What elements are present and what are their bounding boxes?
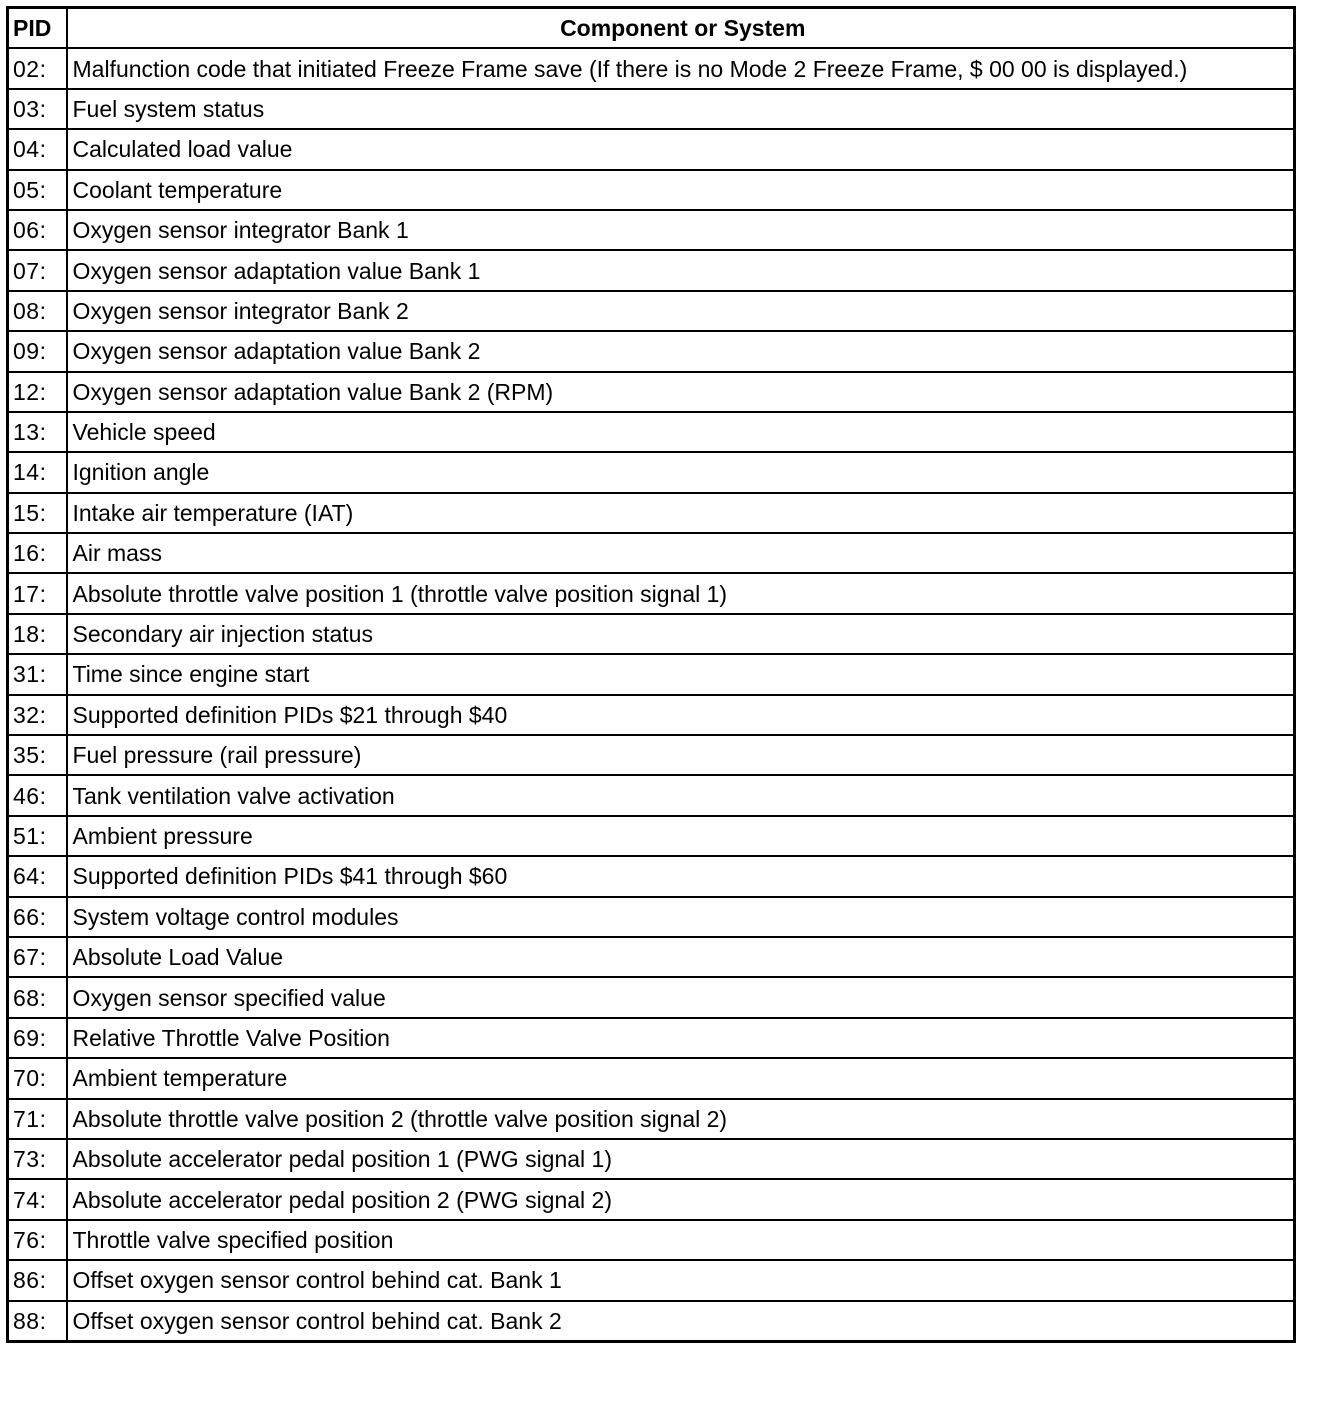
table-row [8,1220,1295,1260]
pid-cell: 88: [8,1301,67,1342]
description-cell: Absolute throttle valve position 2 (throttle valve position signal 2) [67,1099,1295,1139]
pid-cell: 09: [8,331,67,371]
description-cell: Air mass [67,533,1295,573]
pid-cell: 31: [8,654,67,694]
table-row [8,816,1295,856]
description-cell: Ambient pressure [67,816,1295,856]
description-cell: Ignition angle [67,452,1295,492]
table-row [8,129,1295,169]
table-row [8,573,1295,613]
pid-cell: 71: [8,1099,67,1139]
description-cell: Intake air temperature (IAT) [67,493,1295,533]
pid-cell: 05: [8,170,67,210]
pid-cell: 68: [8,977,67,1017]
description-cell: Offset oxygen sensor control behind cat. Bank 1 [67,1260,1295,1300]
description-cell: Supported definition PIDs $41 through $60 [67,856,1295,896]
table-row [8,654,1295,694]
pid-cell: 35: [8,735,67,775]
pid-cell: 73: [8,1139,67,1179]
pid-cell: 04: [8,129,67,169]
pid-cell: 67: [8,937,67,977]
table-row [8,937,1295,977]
description-cell: Oxygen sensor adaptation value Bank 1 [67,250,1295,290]
pid-cell: 86: [8,1260,67,1300]
pid-cell: 32: [8,695,67,735]
pid-cell: 14: [8,452,67,492]
header-component: Component or System [67,8,1295,49]
description-cell: Vehicle speed [67,412,1295,452]
table-row [8,210,1295,250]
description-cell: System voltage control modules [67,897,1295,937]
description-cell: Relative Throttle Valve Position [67,1018,1295,1058]
table-row [8,372,1295,412]
table-row [8,170,1295,210]
table-row [8,1018,1295,1058]
table-row [8,856,1295,896]
description-cell: Fuel system status [67,89,1295,129]
pid-cell: 46: [8,775,67,815]
description-cell: Coolant temperature [67,170,1295,210]
table-row [8,412,1295,452]
pid-cell: 03: [8,89,67,129]
pid-cell: 02: [8,48,67,88]
table-row [8,48,1295,88]
description-cell: Tank ventilation valve activation [67,775,1295,815]
pid-cell: 18: [8,614,67,654]
table-row [8,897,1295,937]
table-row [8,493,1295,533]
header-row [8,8,1295,49]
pid-cell: 64: [8,856,67,896]
description-cell: Ambient temperature [67,1058,1295,1098]
description-cell: Offset oxygen sensor control behind cat. Bank 2 [67,1301,1295,1342]
pid-cell: 13: [8,412,67,452]
description-cell: Oxygen sensor integrator Bank 2 [67,291,1295,331]
pid-cell: 74: [8,1179,67,1219]
pid-cell: 51: [8,816,67,856]
table-body [8,48,1295,1341]
table-row [8,533,1295,573]
table-row [8,1058,1295,1098]
table-row [8,1139,1295,1179]
pid-cell: 16: [8,533,67,573]
table-row [8,250,1295,290]
description-cell: Absolute accelerator pedal position 1 (PWG signal 1) [67,1139,1295,1179]
pid-cell: 17: [8,573,67,613]
description-cell: Oxygen sensor adaptation value Bank 2 (RPM) [67,372,1295,412]
table-row [8,1099,1295,1139]
table-row [8,695,1295,735]
description-cell: Calculated load value [67,129,1295,169]
table-row [8,614,1295,654]
pid-cell: 07: [8,250,67,290]
table-row [8,1179,1295,1219]
description-cell: Absolute Load Value [67,937,1295,977]
pid-cell: 12: [8,372,67,412]
pid-cell: 76: [8,1220,67,1260]
description-cell: Throttle valve specified position [67,1220,1295,1260]
description-cell: Absolute accelerator pedal position 2 (PWG signal 2) [67,1179,1295,1219]
pid-cell: 70: [8,1058,67,1098]
pid-cell: 06: [8,210,67,250]
table-row [8,775,1295,815]
description-cell: Absolute throttle valve position 1 (throttle valve position signal 1) [67,573,1295,613]
pid-cell: 66: [8,897,67,937]
table-row [8,977,1295,1017]
table-row [8,452,1295,492]
pid-cell: 15: [8,493,67,533]
table-row [8,1301,1295,1342]
description-cell: Oxygen sensor integrator Bank 1 [67,210,1295,250]
description-cell: Time since engine start [67,654,1295,694]
pid-cell: 69: [8,1018,67,1058]
description-cell: Oxygen sensor adaptation value Bank 2 [67,331,1295,371]
description-cell: Oxygen sensor specified value [67,977,1295,1017]
pid-cell: 08: [8,291,67,331]
header-pid: PID [8,8,67,49]
description-cell: Supported definition PIDs $21 through $40 [67,695,1295,735]
table-row [8,89,1295,129]
table-row [8,291,1295,331]
pid-table [6,6,1296,1343]
table-row [8,735,1295,775]
description-cell: Fuel pressure (rail pressure) [67,735,1295,775]
table-row [8,1260,1295,1300]
description-cell: Secondary air injection status [67,614,1295,654]
table-header [8,8,1295,49]
description-cell: Malfunction code that initiated Freeze Frame save (If there is no Mode 2 Freeze Frame, $ 00 00 is displayed.) [67,48,1295,88]
table-row [8,331,1295,371]
